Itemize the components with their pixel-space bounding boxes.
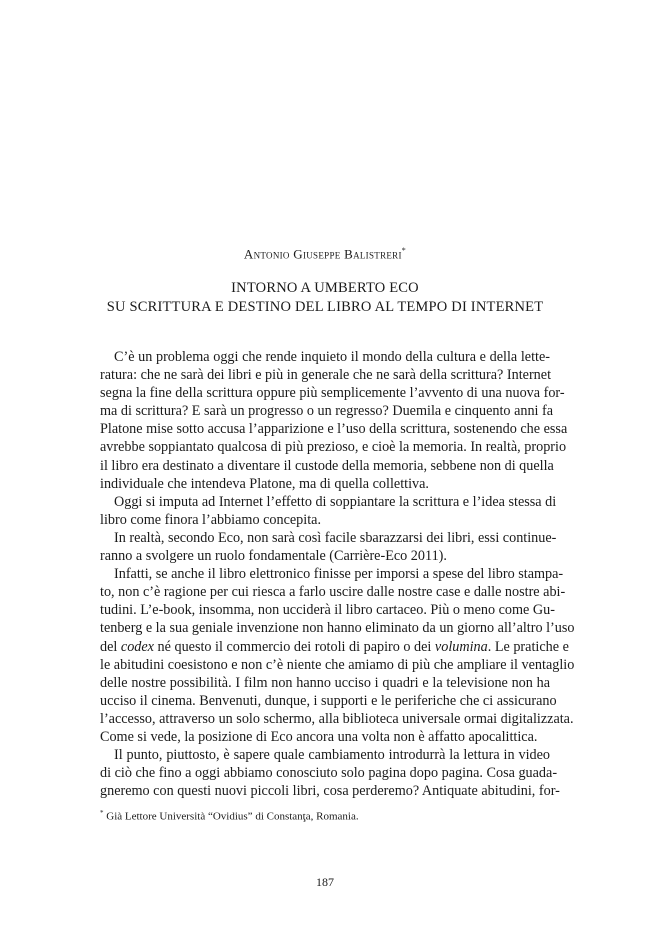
- footnote-mark: *: [100, 809, 104, 817]
- text-line: Infatti, se anche il libro elettronico finisse per imporsi a spese del libro stampa-: [114, 566, 564, 583]
- author-footnote-mark: *: [401, 246, 407, 255]
- text-line: Come si vede, la posizione di Eco ancora una volta non è affatto apocalittica.: [100, 728, 538, 745]
- text-line: le abitudini coesistono e non c’è niente che amiamo di più che ampliare il ventaglio: [100, 656, 575, 673]
- text-line: In realtà, secondo Eco, non sarà così facile sbarazzarsi dei libri, essi continue-: [114, 529, 557, 546]
- text-line: Oggi si imputa ad Internet l’effetto di soppiantare la scrittura e l’idea stessa di: [114, 493, 557, 510]
- text-line: libro come finora l’abbiamo concepita.: [100, 511, 322, 528]
- text-line: to, non c’è ragione per cui riesca a farlo uscire dalle nostre case e dalle nostre abi-: [100, 584, 566, 601]
- text-line: il libro era destinato a diventare il custode della memoria, sebbene non di quella: [100, 457, 554, 474]
- text-line: l’accesso, attraverso un solo schermo, alla biblioteca universale ormai digitalizzata.: [100, 710, 574, 727]
- text-line: Il punto, piuttosto, è sapere quale cambiamento introdurrà la lettura in video: [114, 747, 550, 764]
- footnote: [100, 809, 550, 823]
- footnote-text: Già Lettore Università “Ovidius” di Constanţa, Romania.: [106, 810, 359, 823]
- title-line-1: INTORNO A UMBERTO ECO: [231, 280, 419, 296]
- article-body: [100, 348, 575, 800]
- article-title: [0, 279, 650, 317]
- text-line: delle nostre possibilità. I film non hanno ucciso i quadri e la televisione non ha: [100, 674, 550, 691]
- text-line: ranno a svolgere un ruolo fondamentale (Carrière-Eco 2011).: [100, 548, 447, 565]
- title-line-2: SU SCRITTURA E DESTINO DEL LIBRO AL TEMPO DI INTERNET: [106, 299, 544, 315]
- page-number: 187: [316, 875, 334, 889]
- text-line: tudini. L’e-book, insomma, non ucciderà il libro cartaceo. Più o meno come Gu-: [100, 602, 555, 619]
- author-text: Antonio Giuseppe Balistreri: [243, 246, 402, 262]
- author-name: [0, 246, 650, 262]
- text-line: del codex né questo il commercio dei rotoli di papiro o dei volumina. Le pratiche e: [100, 638, 569, 655]
- text-line: di ciò che fino a oggi abbiamo conosciuto solo pagina dopo pagina. Cosa guada-: [100, 765, 558, 782]
- text-line: segna la fine della scrittura oppure più semplicemente l’avvento di una nuova for-: [100, 385, 565, 402]
- text-line: ma di scrittura? E sarà un progresso o un regresso? Duemila e cinquento anni fa: [100, 403, 554, 420]
- text-line: avrebbe soppiantato qualcosa di più prezioso, e cioè la memoria. In realtà, proprio: [100, 439, 567, 456]
- text-line: gneremo con questi nuovi piccoli libri, cosa perderemo? Antiquate abitudini, for-: [100, 783, 560, 800]
- text-line: ucciso il cinema. Benvenuti, dunque, i supporti e le periferiche che ci assicurano: [100, 692, 557, 709]
- text-line: C’è un problema oggi che rende inquieto il mondo della cultura e della lette-: [114, 349, 550, 365]
- text-line: ratura: che ne sarà dei libri e più in generale che ne sarà della scrittura? Internet: [100, 367, 552, 384]
- text-line: tenberg e la sua geniale invenzione non hanno eliminato da un giorno all’altro l’uso: [100, 620, 575, 637]
- text-line: individuale che intendeva Platone, ma di quella collettiva.: [100, 475, 429, 492]
- text-line: Platone mise sotto accusa l’apparizione e l’uso della scrittura, sostenendo che essa: [100, 421, 568, 438]
